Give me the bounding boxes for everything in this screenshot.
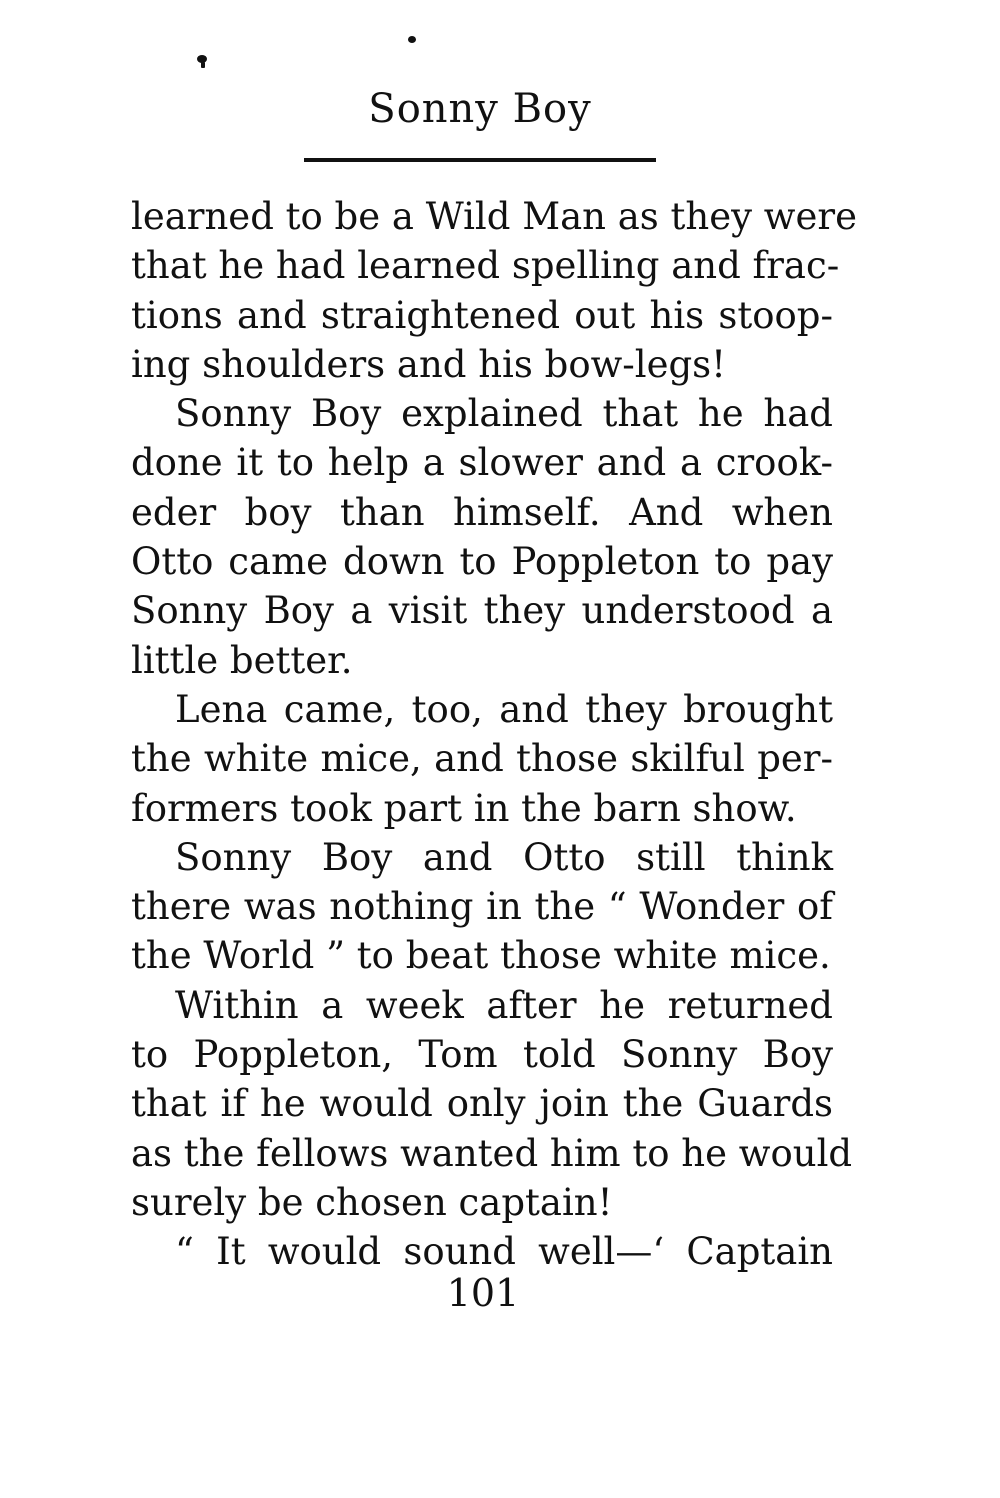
text-line: tions and straightened out his stoop-: [131, 293, 833, 337]
text-line: little better.: [131, 638, 353, 682]
text-line: there was nothing in the “ Wonder of: [131, 885, 833, 929]
page-number: 101: [446, 1271, 520, 1315]
text-line: Sonny Boy explained that he had: [175, 392, 833, 436]
running-header: Sonny Boy: [368, 86, 592, 132]
header-rule: [304, 158, 656, 162]
text-line: that he had learned spelling and frac-: [131, 244, 840, 288]
text-line: Lena came, too, and they brought: [175, 687, 833, 731]
text-line: Within a week after he returned: [175, 983, 833, 1027]
text-line: “ It would sound well—‘ Captain: [175, 1230, 833, 1274]
text-line: done it to help a slower and a crook-: [131, 441, 833, 485]
text-line: the World ” to beat those white mice.: [131, 934, 831, 978]
text-line: to Poppleton, Tom told Sonny Boy: [131, 1033, 833, 1077]
text-line: Sonny Boy a visit they understood a: [131, 589, 833, 633]
text-line: surely be chosen captain!: [131, 1180, 613, 1224]
text-line: as the fellows wanted him to he would: [131, 1131, 853, 1175]
text-line: that if he would only join the Guards: [131, 1082, 833, 1126]
text-line: formers took part in the barn show.: [131, 786, 797, 830]
scan-speck: [201, 62, 205, 68]
text-line: the white mice, and those skilful per-: [131, 737, 833, 781]
body-text: [131, 192, 857, 1277]
text-line: Sonny Boy and Otto still think: [175, 835, 833, 879]
text-line: ing shoulders and his bow-legs!: [131, 342, 727, 386]
scan-speck: [408, 36, 416, 43]
text-line: eder boy than himself. And when: [131, 490, 833, 534]
text-line: Otto came down to Poppleton to pay: [131, 540, 833, 584]
text-line: learned to be a Wild Man as they were: [131, 195, 857, 238]
